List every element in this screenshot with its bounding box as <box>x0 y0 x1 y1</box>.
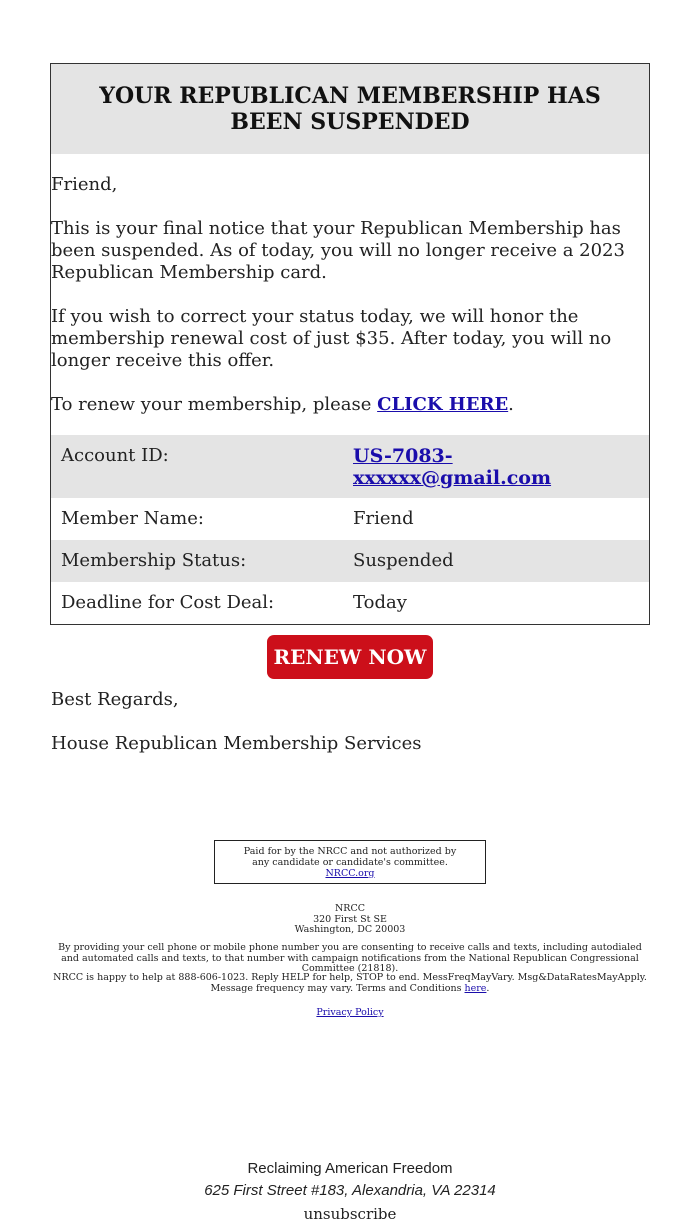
account-label: Account ID: <box>61 445 169 466</box>
help-text: NRCC is happy to help at 888-606-1023. Reply HELP for help, STOP to end. MessFreqMayVary. Msg&DataRatesMayApply. Message frequency may vary. Terms and Conditions <box>53 972 647 994</box>
footer-address: 625 First Street #183, Alexandria, VA 22314 <box>204 1182 496 1199</box>
paragraph-3-wrap <box>51 394 649 416</box>
paragraph-3-suffix: . <box>508 394 514 415</box>
click-here-link[interactable]: CLICK HERE <box>377 394 509 415</box>
email-body <box>51 174 649 196</box>
email-header <box>51 64 649 154</box>
terms-link[interactable]: here <box>464 982 487 994</box>
deadline-value: Today <box>353 592 407 613</box>
privacy-policy-link[interactable]: Privacy Policy <box>316 1007 384 1018</box>
email-title: YOUR REPUBLICAN MEMBERSHIP HAS BEEN SUSPENDED <box>99 83 601 135</box>
paid-for-text: Paid for by the NRCC and not authorized by any candidate or candidate's committee. <box>243 845 457 868</box>
privacy-block <box>50 1008 650 1019</box>
closing: Best Regards, <box>51 689 179 710</box>
paragraph-2: If you wish to correct your status today, we will honor the membership renewal cost of just $35. After today, you will no longer receive this offer. <box>51 306 612 371</box>
member-value: Friend <box>353 508 414 529</box>
paragraph-1-wrap <box>51 218 649 284</box>
org-name: NRCC <box>334 903 365 914</box>
org-street: 320 First St SE <box>313 913 387 925</box>
paragraph-2-wrap <box>51 306 649 372</box>
paragraph-3-prefix: To renew your membership, please <box>51 394 378 415</box>
status-label: Membership Status: <box>61 550 247 571</box>
paragraph-1: This is your final notice that your Republican Membership has been suspended. As of today, you will no longer receive a 2023 Republican Membership card. <box>51 218 625 283</box>
help-suffix: . <box>486 982 490 994</box>
account-id-link[interactable]: US-7083-xxxxxx@gmail.com <box>353 445 552 489</box>
sender-name: House Republican Membership Services <box>51 733 422 754</box>
org-address <box>50 904 650 936</box>
details-row-account <box>51 435 649 498</box>
details-row-member <box>51 498 649 540</box>
nrcc-link[interactable]: NRCC.org <box>325 867 375 879</box>
paid-for-disclaimer <box>214 840 486 884</box>
status-value: Suspended <box>353 550 454 571</box>
details-row-deadline <box>51 582 649 624</box>
help-text-block <box>50 973 650 994</box>
renew-now-button[interactable]: RENEW NOW <box>267 635 433 679</box>
greeting: Friend, <box>51 174 118 195</box>
paragraph-3 <box>51 394 649 416</box>
consent-text: By providing your cell phone or mobile phone number you are consenting to receive calls and texts, including autodialed and automated calls and texts, to that number with campaign notifications from the National Republican Congressional Committee (21818). <box>58 942 642 974</box>
unsubscribe-link[interactable]: unsubscribe <box>303 1205 397 1223</box>
deadline-label: Deadline for Cost Deal: <box>61 592 275 613</box>
footer-tagline: Reclaiming American Freedom <box>247 1160 453 1177</box>
member-label: Member Name: <box>61 508 204 529</box>
email-card <box>50 63 650 625</box>
details-row-status <box>51 540 649 582</box>
org-city: Washington, DC 20003 <box>294 924 406 935</box>
